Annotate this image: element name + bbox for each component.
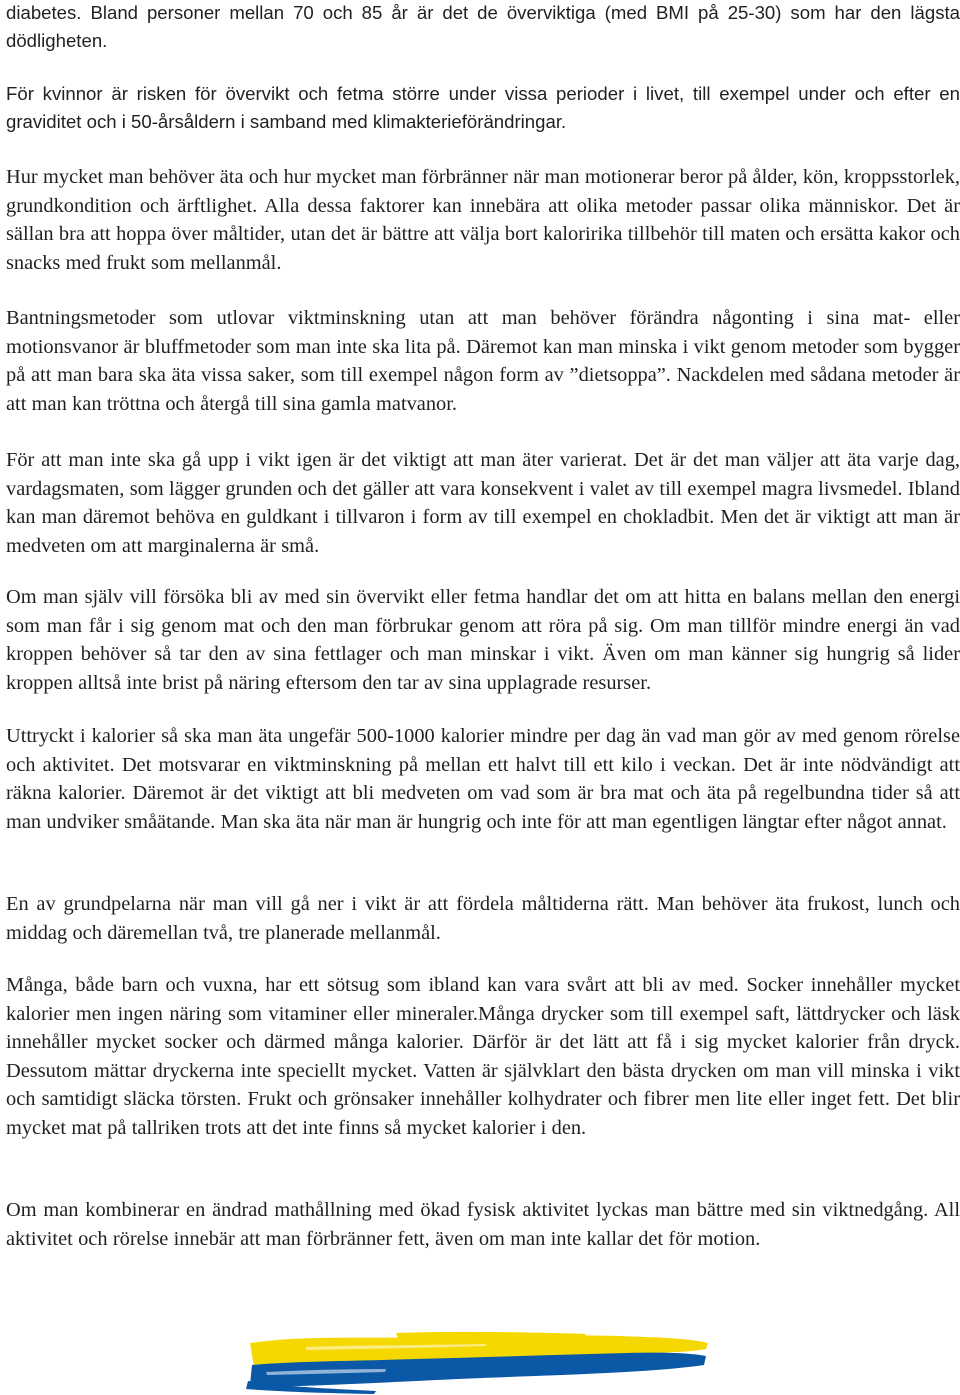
paragraph-energy-balance: Om man själv vill försöka bli av med sin övervikt eller fetma handlar det om att hitta en balans mellan den energi som man får i sig genom mat och den man förbrukar genom att röra på sig. Om man tillför mindre energi än vad kroppen behöver så tar den av sina fettlager och man minskar i vikt. Även om man känner sig hungrig så lider kroppen alltså inte brist på näring eftersom den tar av sina upplagrade resurser.: [6, 586, 960, 694]
paragraph-varied-eating: För att man inte ska gå upp i vikt igen är det viktigt att man äter varierat. Det är det man väljer att äta varje dag, vardagsmaten, som lägger grunden och det gäller att vara konsekvent i valet av till exempel magra livsmedel. Ibland kan man däremot behöva en guldkant i tillvaron i form av till exempel en chokladbit. Men det är viktigt att man är medveten om att marginalerna är små.: [6, 449, 960, 557]
paragraph-calories: Uttryckt i kalorier så ska man äta ungefär 500-1000 kalorier mindre per dag än vad man gör av med genom rörelse och aktivitet. Det motsvarar en viktminskning på mellan ett halvt till ett kilo i veckan. Det är inte nödvändigt att räkna kalorier. Däremot är det viktigt att bli medveten om vad som är bra mat och äta på regelbundna tider så att man undviker småätande. Man ska äta när man är hungrig och inte för att man egentligen längtar efter något annat.: [6, 725, 960, 833]
paragraph-women-risk: För kvinnor är risken för övervikt och fetma större under vissa perioder i livet, till exempel under och efter en graviditet och i 50-årsåldern i samband med klimakterieförändringar.: [6, 83, 960, 132]
paragraph-sugar-and-drinks: Många, både barn och vuxna, har ett sötsug som ibland kan vara svårt att bli av med. Socker innehåller mycket kalorier men ingen näring som vitaminer eller mineraler.Många drycker som till exempel saft, lättdrycker och läsk innehåller mycket socker och därmed många kalorier. Därför är det lätt att få i sig mycket kalorier från dryck. Dessutom mättar dryckerna inte speciellt mycket. Vatten är självklart den bästa drycken om man vill minska i vikt och samtidigt släcka törsten. Frukt och grönsaker innehåller kolhydrater och fibrer men lite eller inget fett. Det blir mycket mat på tallriken trots att det inte finns så mycket kalorier i den.: [6, 974, 960, 1139]
paragraph-meal-distribution: En av grundpelarna när man vill gå ner i vikt är att fördela måltiderna rätt. Man behöver äta frukost, lunch och middag och däremellan två, tre planerade mellanmål.: [6, 893, 960, 944]
paragraph-energy-needs: Hur mycket man behöver äta och hur mycket man förbränner när man motionerar beror på ålder, kön, kroppsstorlek, grundkondition och ärftlighet. Alla dessa faktorer kan innebära att olika metoder passar olika människor. Det är sällan bra att hoppa över måltider, utan det är bättre att välja bort kaloririka tillbehör till maten och ersätta kakor och snacks med frukt som mellanmål.: [6, 166, 960, 274]
paragraph-diet-methods: Bantningsmetoder som utlovar viktminskning utan att man behöver förändra någonting i sina mat- eller motionsvanor är bluffmetoder som man inte ska lita på. Däremot kan man minska i vikt genom metoder som bygger på att man bara ska äta vissa saker, som till exempel någon form av ”dietsoppa”. Nackdelen med sådana metoder är att man kan tröttna och återgå till sina gamla matvanor.: [6, 307, 960, 415]
paragraph-physical-activity: Om man kombinerar en ändrad mathållning med ökad fysisk aktivitet lyckas man bättre med sin viktnedgång. All aktivitet och rörelse innebär att man förbränner fett, även om man inte kallar det för motion.: [6, 1199, 960, 1250]
paragraph-bmi-mortality: diabetes. Bland personer mellan 70 och 85 år är det de överviktiga (med BMI på 25-30) som har den lägsta dödligheten.: [6, 2, 960, 51]
yellow-brush-streak: [396, 1332, 586, 1338]
swedish-flag-brush-stroke-icon: [246, 1331, 712, 1395]
